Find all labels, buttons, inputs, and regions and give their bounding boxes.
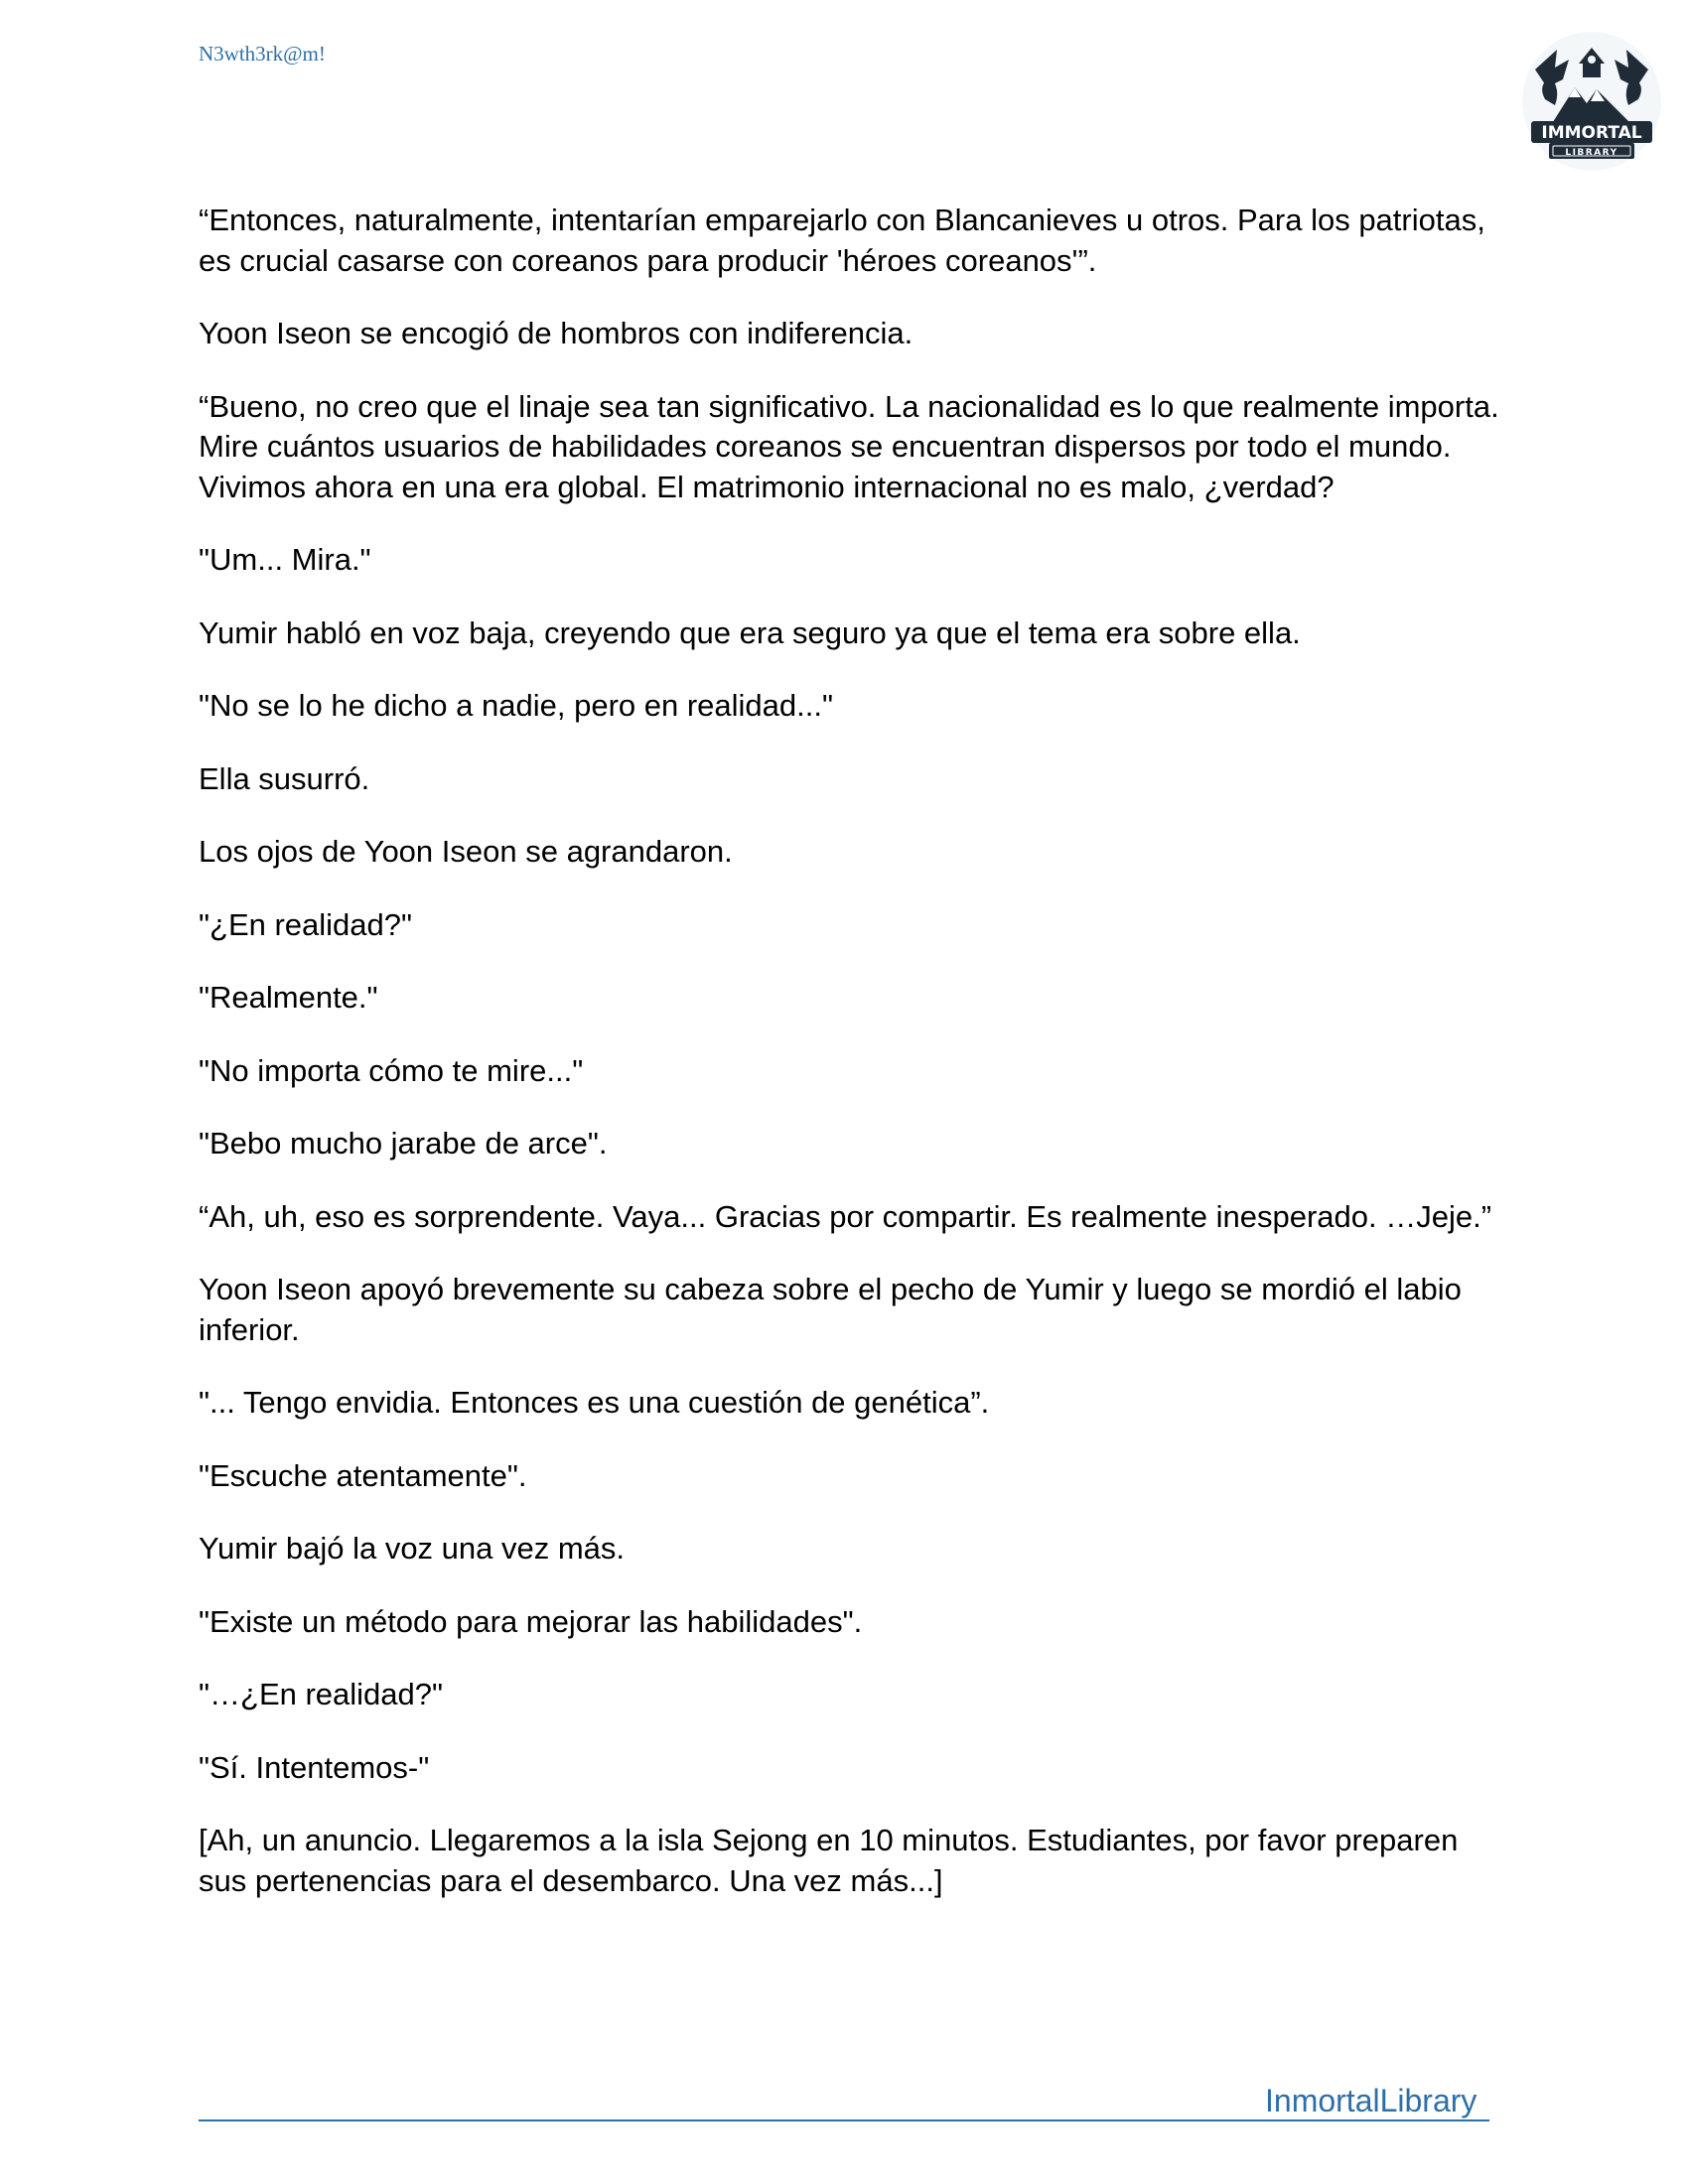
paragraph: “Bueno, no creo que el linaje sea tan significativo. La nacionalidad es lo que realmente importa. Mire cuántos usuarios de habilidades coreanos se encuentran dispersos por todo el mundo. Vivimos ahora en una era global. El matrimonio internacional no es malo, ¿verdad? bbox=[199, 388, 1499, 504]
paragraph: "Sí. Intentemos-" bbox=[199, 1749, 430, 1785]
chapter-text bbox=[199, 201, 1499, 1934]
header-tag: N3wth3rk@m! bbox=[199, 42, 326, 66]
paragraph: "... Tengo envidia. Entonces es una cuestión de genética”. bbox=[199, 1385, 990, 1420]
paragraph: Yoon Iseon apoyó brevemente su cabeza sobre el pecho de Yumir y luego se mordió el labio inferior. bbox=[199, 1272, 1462, 1347]
paragraph: “Ah, uh, eso es sorprendente. Vaya... Gracias por compartir. Es realmente inesperado. …Jeje.” bbox=[199, 1198, 1492, 1234]
paragraph: "Um... Mira." bbox=[199, 542, 371, 577]
footer-rule bbox=[199, 2119, 1489, 2121]
footer-link[interactable]: InmortalLibrary bbox=[1265, 2083, 1477, 2118]
paragraph: “Entonces, naturalmente, intentarían emparejarlo con Blancanieves u otros. Para los patriotas, es crucial casarse con coreanos para producir 'héroes coreanos'”. bbox=[199, 203, 1485, 278]
immortal-library-logo bbox=[1517, 30, 1666, 179]
logo-text-bottom: LIBRARY bbox=[1565, 148, 1618, 158]
paragraph: "No se lo he dicho a nadie, pero en realidad..." bbox=[199, 688, 833, 723]
paragraph: "¿En realidad?" bbox=[199, 906, 413, 942]
paragraph: "No importa cómo te mire..." bbox=[199, 1052, 584, 1088]
paragraph: "Existe un método para mejorar las habilidades". bbox=[199, 1603, 863, 1639]
paragraph: "Bebo mucho jarabe de arce". bbox=[199, 1126, 608, 1160]
paragraph: Yumir bajó la voz una vez más. bbox=[199, 1531, 626, 1566]
paragraph: Yoon Iseon se encogió de hombros con indiferencia. bbox=[199, 316, 914, 350]
paragraph: "…¿En realidad?" bbox=[199, 1677, 444, 1711]
logo-text-top: IMMORTAL bbox=[1541, 123, 1642, 143]
paragraph: [Ah, un anuncio. Llegaremos a la isla Sejong en 10 minutos. Estudiantes, por favor preparen sus pertenencias para el desembarco. Una vez más...] bbox=[199, 1823, 1459, 1898]
paragraph: Ella susurró. bbox=[199, 760, 370, 796]
paragraph: Yumir habló en voz baja, creyendo que era seguro ya que el tema era sobre ella. bbox=[199, 614, 1301, 650]
paragraph: Los ojos de Yoon Iseon se agrandaron. bbox=[199, 834, 733, 869]
paragraph: "Realmente." bbox=[199, 980, 378, 1015]
paragraph: "Escuche atentamente". bbox=[199, 1457, 527, 1493]
